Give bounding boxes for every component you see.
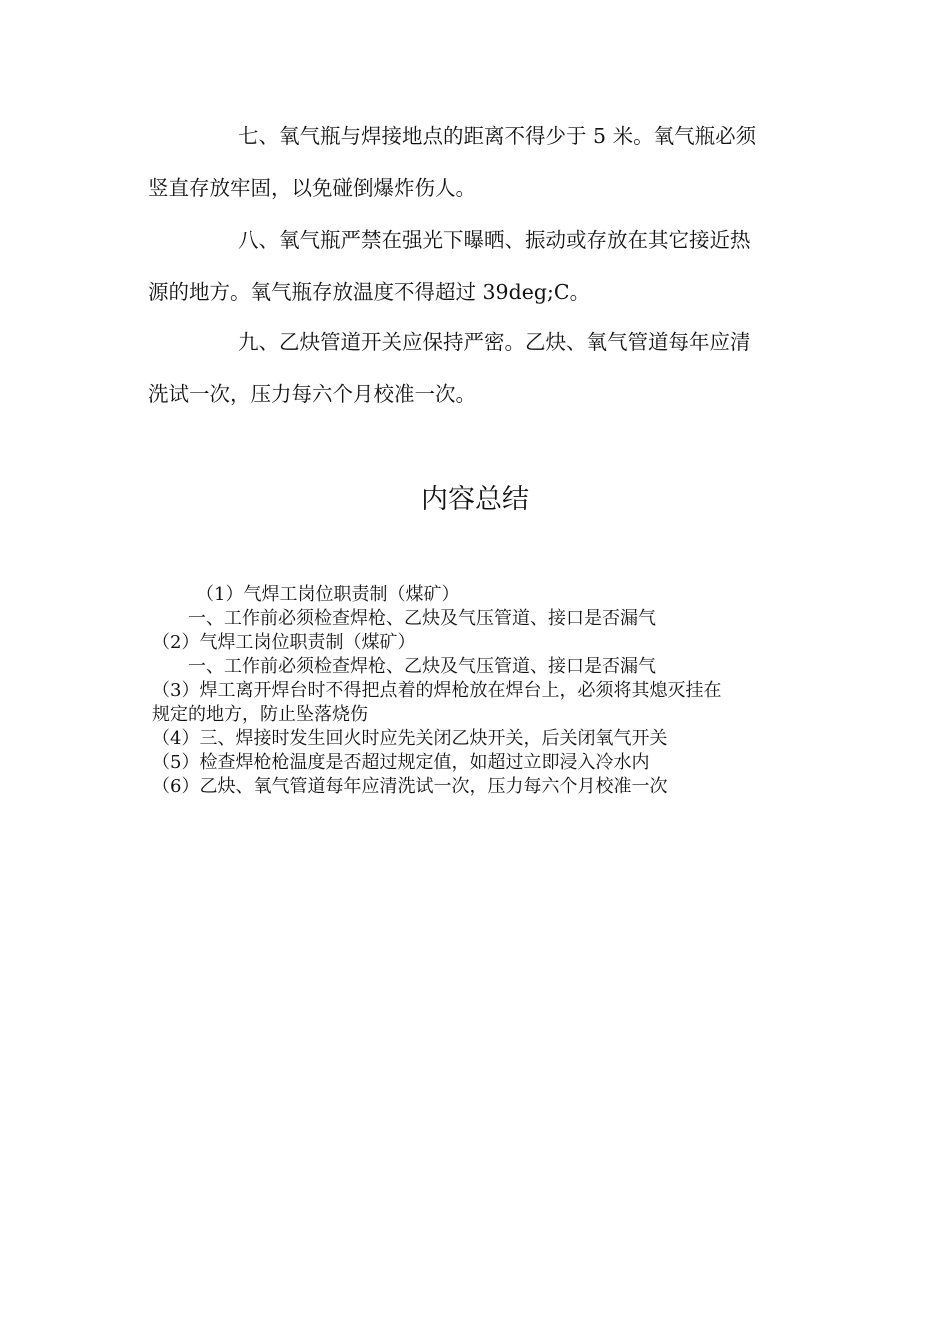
summary-title: 内容总结	[421, 484, 529, 515]
paragraph-8	[148, 214, 798, 318]
summary-line: （5）检查焊枪枪温度是否超过规定值，如超过立即浸入冷水内	[152, 752, 650, 773]
summary-list	[152, 583, 812, 799]
summary-line: （3）焊工离开焊台时不得把点着的焊枪放在焊台上，必须将其熄灭挂在	[152, 680, 722, 701]
summary-line: （1）气焊工岗位职责制（煤矿）	[196, 584, 460, 605]
paragraph-7-line-1: 七、氧气瓶与焊接地点的距离不得少于 5 米。氧气瓶必须	[238, 124, 757, 148]
paragraph-7	[148, 110, 798, 214]
summary-line: 规定的地方，防止坠落烧伤	[152, 704, 368, 725]
paragraph-9-line-2: 洗试一次，压力每六个月校准一次。	[148, 382, 476, 406]
summary-line: （2）气焊工岗位职责制（煤矿）	[152, 632, 416, 653]
summary-line: （6）乙炔、氧气管道每年应清洗试一次，压力每六个月校准一次	[152, 776, 668, 797]
summary-line: （4）三、焊接时发生回火时应先关闭乙炔开关，后关闭氧气开关	[152, 728, 668, 749]
paragraph-9-line-1: 九、乙炔管道开关应保持严密。乙炔、氧气管道每年应清	[238, 330, 751, 354]
paragraph-9	[148, 316, 798, 420]
paragraph-7-line-2: 竖直存放牢固，以免碰倒爆炸伤人。	[148, 176, 476, 200]
summary-line: 一、工作前必须检查焊枪、乙炔及气压管道、接口是否漏气	[188, 656, 656, 677]
paragraph-8-line-2: 源的地方。氧气瓶存放温度不得超过 39deg;C。	[148, 280, 591, 304]
summary-line: 一、工作前必须检查焊枪、乙炔及气压管道、接口是否漏气	[188, 608, 656, 629]
paragraph-8-line-1: 八、氧气瓶严禁在强光下曝晒、振动或存放在其它接近热	[238, 228, 751, 252]
